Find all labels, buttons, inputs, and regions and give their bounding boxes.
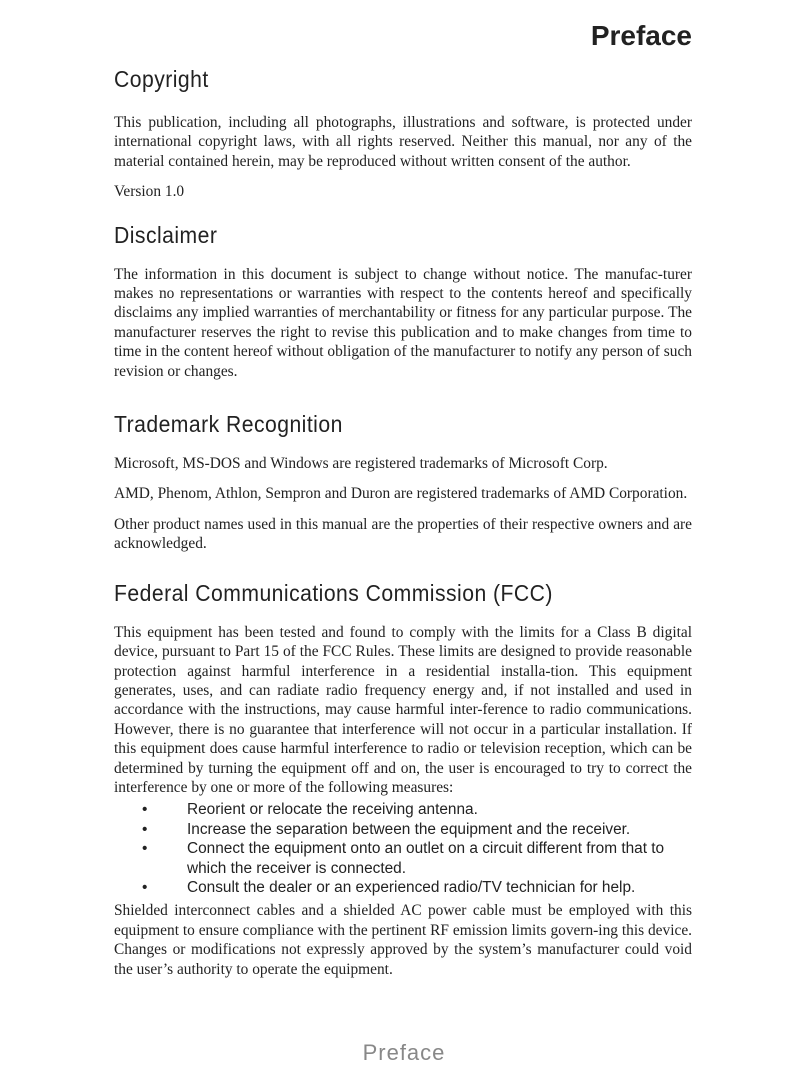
fcc-measures-list [114, 800, 692, 897]
trademark-heading: Trademark Recognition [114, 411, 343, 438]
copyright-paragraph: This publication, including all photographs, illustrations and software, is protected under international copyright laws, with all rights reserved. Neither this manual, nor any of the material contained herein, may be reproduced without written consent of the author. [114, 114, 692, 170]
fcc-section [114, 580, 692, 979]
list-item [114, 839, 692, 878]
list-item-text: Connect the equipment onto an outlet on a circuit different from that to which the receiver is connected. [187, 840, 665, 877]
list-item [114, 800, 692, 819]
list-item [114, 878, 692, 897]
list-item-text: Reorient or relocate the receiving antenna. [187, 801, 478, 819]
trademark-section [114, 411, 692, 554]
trademark-paragraph-microsoft: Microsoft, MS-DOS and Windows are registered trademarks of Microsoft Corp. [114, 455, 608, 473]
disclaimer-section [114, 222, 692, 381]
page-header-title: Preface [590, 20, 692, 51]
bullet-icon: • [142, 878, 148, 896]
fcc-intro-paragraph: This equipment has been tested and found to comply with the limits for a Class B digital device, pursuant to Part 15 of the FCC Rules. These limits are designed to provide reasonable protection against harmful interference in a residential installa-tion. This equipment generates, uses, and can radiate radio frequency energy and, if not installed and used in accordance with the instructions, may cause harmful inter-ference to radio communications. However, there is no guarantee that interference will not occur in a particular installation. If this equipment does cause harmful interference to radio or television reception, which can be determined by turning the equipment off and on, the user is encouraged to try to correct the interference by one or more of the following measures: [114, 623, 692, 796]
bullet-icon: • [142, 801, 148, 819]
list-item [114, 820, 692, 839]
version-text: Version 1.0 [114, 183, 185, 201]
trademark-paragraph-other: Other product names used in this manual are the properties of their respective owners and are acknowledged. [114, 515, 692, 553]
bullet-icon: • [142, 840, 148, 858]
copyright-heading: Copyright [114, 66, 209, 92]
page-footer-label: Preface [362, 1040, 446, 1065]
list-item-text: Increase the separation between the equipment and the receiver. [187, 820, 631, 838]
disclaimer-paragraph: The information in this document is subject to change without notice. The manufac-turer makes no representations or warranties with respect to the contents hereof and specifically disclaims any implied warranties of merchantability or fitness for any particular purpose. The manufacturer reserves the right to revise this publication and to make changes from time to time in the content hereof without obligation of the manufacturer to notify any person of such revision or changes. [114, 265, 692, 380]
page-content [114, 64, 692, 979]
disclaimer-heading: Disclaimer [114, 221, 218, 248]
fcc-closing-paragraph: Shielded interconnect cables and a shielded AC power cable must be employed with this equipment to ensure compliance with the pertinent RF emission limits govern-ing this device. Changes or modifications not expressly approved by the system’s manufacturer could void the user’s authority to operate the equipment. [114, 902, 692, 978]
copyright-section [114, 66, 692, 202]
fcc-heading: Federal Communications Commission (FCC) [114, 579, 553, 606]
bullet-icon: • [142, 820, 148, 838]
trademark-paragraph-amd: AMD, Phenom, Athlon, Sempron and Duron are registered trademarks of AMD Corporation. [114, 485, 688, 503]
list-item-text: Consult the dealer or an experienced radio/TV technician for help. [187, 878, 636, 896]
